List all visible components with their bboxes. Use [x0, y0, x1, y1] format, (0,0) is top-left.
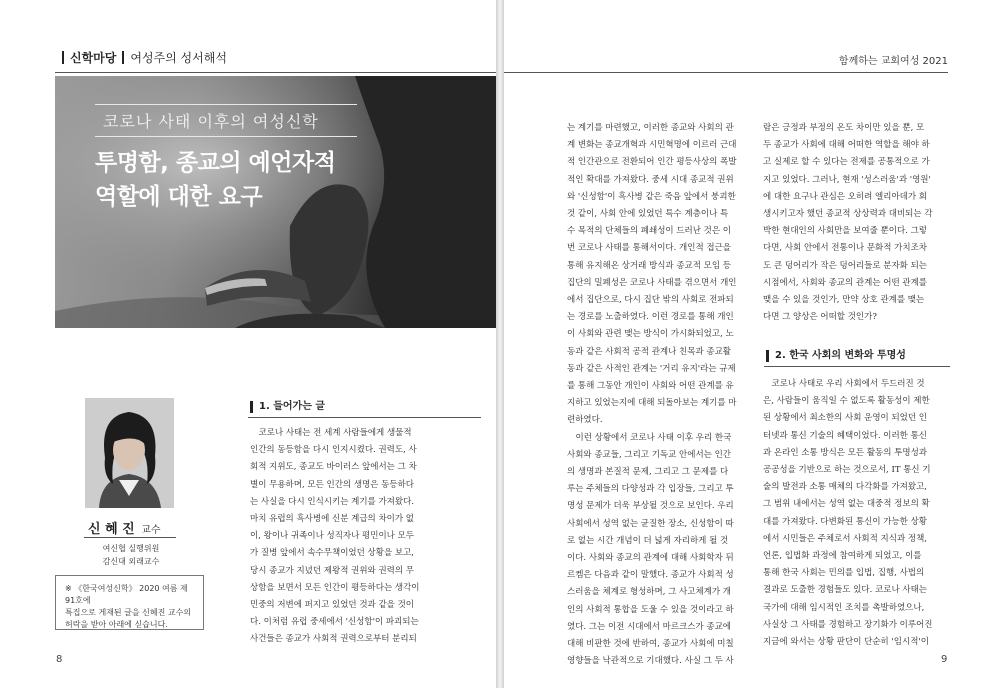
- author-name-text: 신 혜 진: [88, 522, 135, 537]
- body-text-line: 과 온라인 소통 방식은 모든 활동의 투명성과: [763, 447, 928, 458]
- body-text-line: 코로나 사태로 우리 사회에서 두드러진 것: [763, 379, 925, 389]
- left-page: [0, 0, 496, 688]
- hero-title-line: 투명함, 종교의 예언자적: [95, 150, 336, 176]
- body-text-line: 영향들을 낙관적으로 기대했다. 사실 그 두 사: [567, 656, 734, 667]
- source-note-line: ※ 《한국여성신학》 2020 여름 제91호에: [65, 584, 188, 605]
- body-text-line: 에 대한 요구나 관심은 오히려 엘리아데가 회: [763, 191, 928, 202]
- author-portrait-illustration: [85, 398, 174, 508]
- body-text-line: 지고 있었다. 그러나, 현재 '성스러움'과 '영원': [763, 174, 931, 185]
- body-text-line: 계 변화는 종교개혁과 시민혁명에 이르러 근대: [567, 140, 737, 151]
- body-text-line: 통해 유지해온 상거래 방식과 종교적 모임 등: [567, 260, 732, 271]
- body-text-line: 르켐은 다음과 같이 말했다. 종교가 사회적 성: [567, 570, 734, 581]
- body-column-2: [567, 120, 785, 671]
- running-header: [56, 49, 227, 66]
- body-text-line: 고 실제로 할 수 있다는 전제를 공통적으로 가: [763, 157, 930, 168]
- body-text-line: 가 질병 앞에서 속수무책이었던 상황을 보고,: [250, 548, 415, 559]
- body-text-line: 은, 사람들이 움직일 수 없도록 활동성이 제한: [763, 396, 930, 407]
- body-text-line: 동과 같은 사적인 관계는 '거리 유지'라는 규제: [567, 363, 736, 374]
- body-text-line: 련하였다.: [567, 415, 603, 426]
- body-text-line: 와 '신성함'이 흑사병 같은 죽음 앞에서 붕괴한: [567, 191, 736, 202]
- body-text-line: 수 목적의 단체들의 폐쇄성이 드러난 것은 이: [567, 226, 732, 237]
- body-text-line: 술의 발전과 소통 매체의 다각화를 가져왔고,: [763, 482, 928, 493]
- body-text-line: 통해 한국 사회는 민의를 입법, 집행, 사법의: [763, 568, 925, 579]
- section-heading: 2. 한국 사회의 변화와 투명성: [766, 350, 906, 362]
- body-text-line: 인의 사회적 통합을 도울 수 있을 것이라고 하: [567, 604, 734, 615]
- body-text-line: 명성 문제가 더욱 부상될 것으로 보인다. 우리: [567, 501, 734, 512]
- hero-rule-bottom: [95, 136, 357, 137]
- body-text-line: 사회와 종교들, 그리고 기독교 안에서는 인간: [567, 449, 732, 460]
- body-text-line: 사실상 그 사태를 경험하고 장기화가 이루어진: [763, 619, 933, 630]
- hero-image: [55, 76, 496, 328]
- body-text-line: 의 생명과 본질적 문제, 그리고 그 문제를 다: [567, 467, 729, 478]
- author-affiliation: 감신대 외래교수: [102, 557, 160, 566]
- body-text-line: 대를 가져왔다. 다변화된 통신이 가능한 상황: [763, 516, 928, 527]
- body-text-line: 대해 비판한 것에 반하여, 종교가 사회에 미칠: [567, 639, 734, 650]
- source-note: [55, 575, 204, 630]
- body-text-line: 것 같이, 사회 안에 있었던 특수 계층이나 특: [567, 209, 729, 220]
- source-note-line: 특집으로 게재된 글을 신혜진 교수의: [65, 608, 192, 617]
- body-text-line: 그 범위 내에서는 성역 없는 대중적 정보의 확: [763, 499, 930, 510]
- book-spine: [496, 0, 504, 688]
- section-rule: [764, 366, 950, 367]
- body-text-line: 지하고 있었는지에 대해 되돌아보는 계기를 마: [567, 398, 737, 409]
- body-text-line: 맺을 수 있을 것인가, 만약 상호 관계를 맺는: [763, 295, 925, 306]
- body-column-4: [763, 376, 952, 651]
- body-text-line: 적인 확대를 가져왔다. 중세 시대 종교적 권위: [567, 174, 734, 185]
- body-text-line: 에서 시민들은 주체로서 사회적 지식과 정책,: [763, 533, 928, 544]
- body-text-line: 이다. 사회와 종교의 관계에 대해 사회학자 뒤: [567, 553, 734, 564]
- body-text-line: 두 종교가 사회에 대해 어떠한 역할을 해야 하: [763, 140, 930, 151]
- body-text-line: 박한 현대인의 사회만을 보여줄 뿐이다. 그렇: [763, 226, 928, 237]
- body-text-line: 람은 긍정과 부정의 온도 차이만 있을 뿐, 모: [763, 123, 925, 133]
- page-number-right: 9: [941, 654, 948, 665]
- body-text-line: 였다. 그는 이전 시대에서 마르크스가 종교에: [567, 621, 732, 632]
- body-text-line: 회적 지위도, 종교도 바이러스 앞에서는 그 차: [250, 462, 417, 473]
- body-text-line: 다면 그 양상은 어떠할 것인가?: [763, 312, 877, 323]
- body-text-line: 이 사회와 관련 맺는 방식이 가시화되었고, 노: [567, 329, 734, 340]
- body-text-line: 별이 무용하며, 모든 인간의 생명은 동등하다: [250, 479, 415, 490]
- body-text-line: 이, 왕이나 귀족이나 성직자나 평민이나 모두: [250, 531, 415, 542]
- body-text-line: 로 없는 시간 개념이 더 넓게 자리하게 될 것: [567, 535, 729, 546]
- section-heading: 1. 들어가는 글: [250, 401, 325, 413]
- body-text-line: 코로나 사태는 전 세계 사람들에게 생물적: [250, 428, 412, 438]
- body-text-line: 당시 종교가 지녔던 제왕적 권위와 권력의 무: [250, 565, 415, 576]
- header-rule: [55, 72, 496, 73]
- right-page: [504, 0, 1000, 688]
- author-affiliation: 여신협 실행위원: [102, 544, 160, 553]
- body-text-line: 상함을 보면서 모든 인간이 평등하다는 생각이: [250, 582, 420, 593]
- body-text-line: 는 경로를 노출하였다. 이런 경로를 통해 개인: [567, 312, 734, 323]
- body-text-line: 에서 집단으로, 다시 집단 밖의 사회로 전파되: [567, 295, 734, 306]
- body-text-line: 민중의 저변에 퍼지고 있었던 것과 같을 것이: [250, 600, 415, 611]
- body-text-line: 사회에서 성역 없는 균질한 장소, 신성함이 따: [567, 518, 734, 529]
- body-text-line: 사건들은 종교가 사회적 권력으로부터 분리되: [250, 634, 417, 645]
- body-text-line: 도 큰 덩어리가 작은 덩어리들로 분자화 되는: [763, 260, 928, 271]
- body-text-line: 는 계기를 마련했고, 이러한 종교와 사회의 관: [567, 123, 734, 133]
- author-photo: [85, 398, 174, 508]
- body-text-line: 스러움을 체계로 형성하며, 그 사고체계가 개: [567, 587, 732, 598]
- body-text-line: 시점에서, 사회와 종교의 관계는 어떤 관계를: [763, 277, 928, 288]
- author-name: [88, 518, 161, 537]
- hero-subtitle: 코로나 사태 이후의 여성신학: [103, 112, 319, 131]
- body-text-line: 언론, 입법화 과정에 참여하게 되었고, 이를: [763, 551, 922, 562]
- header-rule: [504, 72, 948, 73]
- hero-title-line: 역할에 대한 요구: [95, 184, 263, 210]
- body-text-line: 집단의 밀폐성은 코로나 사태를 겪으면서 개인: [567, 277, 737, 288]
- body-text-line: 를 통해 그동안 개인이 사회와 어떤 관계를 유: [567, 381, 734, 392]
- body-column-3: [763, 120, 952, 326]
- body-text-line: 인간의 동등함을 다시 인지시켰다. 권력도, 사: [250, 445, 417, 456]
- body-column-1: [250, 425, 482, 649]
- body-text-line: 지금에 와서는 상황 판단이 단순히 '임시적'이: [763, 637, 929, 648]
- header-category: 신학마당: [70, 51, 117, 65]
- author-rule: [84, 537, 176, 538]
- body-text-line: 번 코로나 사태를 통해서이다. 개인적 접근을: [567, 243, 732, 254]
- body-text-line: 다. 이처럼 유럽 중세에서 '신성함'이 파괴되는: [250, 617, 419, 628]
- body-text-line: 결과로 도출한 경험들도 있다. 코로나 사태는: [763, 585, 928, 596]
- body-text-line: 이런 상황에서 코로나 사태 이후 우리 한국: [567, 432, 732, 443]
- publication-header: 함께하는 교회여성 2021: [838, 56, 948, 67]
- author-role: 교수: [141, 525, 161, 536]
- body-text-line: 국가에 대해 임시적인 조치를 촉발하였으나,: [763, 602, 925, 613]
- header-bar: [62, 51, 64, 64]
- body-text-line: 동과 같은 사회적 공적 관계나 친목과 종교활: [567, 346, 732, 357]
- body-text-line: 는 사실을 다시 인식시키는 계기를 가져왔다.: [250, 496, 415, 507]
- body-text-line: 공공성을 기반으로 하는 것으로서, IT 통신 기: [763, 465, 931, 476]
- body-text-line: 터넷과 통신 기술의 혜택이었다. 이러한 통신: [763, 430, 928, 441]
- source-note-line: 허락을 받아 아래에 싣습니다.: [65, 620, 168, 629]
- hero-title: [95, 146, 335, 214]
- body-text-line: 생시키고자 했던 종교적 상상력과 대비되는 각: [763, 209, 933, 220]
- body-text-line: 루는 주체들의 다양성과 각 입장들, 그리고 투: [567, 484, 734, 495]
- hero-rule-top: [95, 104, 357, 105]
- page-number-left: 8: [56, 654, 63, 665]
- body-text-line: 마치 유럽의 흑사병에 신분 계급의 차이가 없: [250, 514, 415, 525]
- body-text-line: 된 상황에서 최소한의 사회 운영이 되었던 인: [763, 413, 928, 424]
- section-rule: [248, 417, 481, 418]
- body-text-line: 다면, 사회 안에서 전통이나 문화적 가치조차: [763, 243, 928, 254]
- header-section: 여성주의 성서해석: [130, 51, 227, 65]
- body-text-line: 적 인간관으로 전환되어 인간 평등사상의 폭발: [567, 157, 737, 168]
- header-bar: [122, 51, 124, 64]
